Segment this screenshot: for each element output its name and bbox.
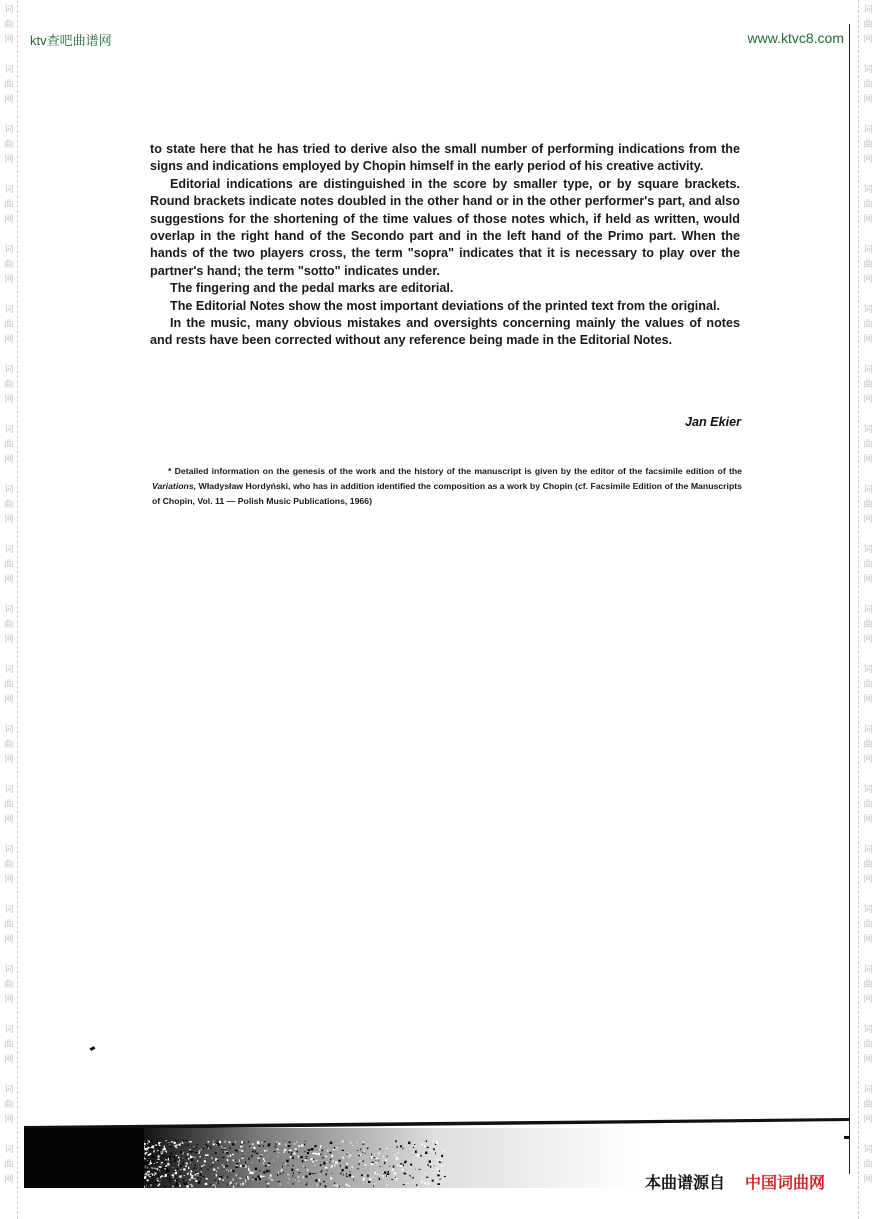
watermark-char: 网: [863, 694, 873, 704]
watermark-glyphs: [2, 182, 16, 227]
watermark-glyphs: [861, 842, 875, 887]
watermark-glyphs: [2, 542, 16, 587]
watermark-char: 词: [863, 904, 873, 914]
watermark-glyphs: [2, 1142, 16, 1187]
watermark-char: 曲: [863, 859, 873, 869]
watermark-char: 网: [4, 814, 14, 824]
watermark-char: 网: [4, 634, 14, 644]
watermark-char: 网: [863, 1114, 873, 1124]
watermark-char: 网: [863, 394, 873, 404]
header-site-right: www.ktvc8.com: [747, 30, 844, 46]
paragraph: Editorial indications are distinguished in the score by smaller type, or by square brackets. Round brackets indicate notes doubled in the other hand or in the other performer's part, and also suggestions for the shortening of the time values of those notes which, if held as written, would overlap in the right hand of the Secondo part and in the left hand of the Primo part. When the hands of the two players cross, the term "sopra" indicates that it is necessary to play over the partner's hand; the term "sotto" indicates under.: [150, 176, 740, 278]
watermark-char: 曲: [863, 1159, 873, 1169]
watermark-glyphs: [861, 2, 875, 47]
watermark-glyphs: [2, 782, 16, 827]
watermark-char: 词: [863, 544, 873, 554]
paragraph: to state here that he has tried to derive also the small number of performing indications from the signs and indications employed by Chopin himself in the early period of his creative activity.: [150, 142, 740, 174]
watermark-char: 词: [4, 124, 14, 134]
watermark-char: 网: [863, 1174, 873, 1184]
watermark-char: 词: [863, 424, 873, 434]
watermark-glyphs: [861, 722, 875, 767]
watermark-char: 曲: [4, 19, 14, 29]
watermark-char: 词: [863, 724, 873, 734]
watermark-char: 曲: [863, 139, 873, 149]
watermark-char: 曲: [863, 499, 873, 509]
watermark-char: 词: [4, 844, 14, 854]
watermark-char: 曲: [4, 919, 14, 929]
watermark-char: 曲: [863, 739, 873, 749]
watermark-char: 曲: [4, 199, 14, 209]
watermark-char: 词: [863, 1144, 873, 1154]
watermark-glyphs: [2, 662, 16, 707]
watermark-char: 网: [4, 994, 14, 1004]
watermark-char: 曲: [4, 1099, 14, 1109]
watermark-char: 词: [863, 604, 873, 614]
watermark-glyphs: [2, 842, 16, 887]
watermark-char: 网: [863, 454, 873, 464]
signature: Jan Ekier: [684, 415, 741, 429]
paragraph: In the music, many obvious mistakes and oversights concerning mainly the values of notes and rests have been corrected without any reference being made in the Editorial Notes.: [150, 316, 740, 348]
watermark-glyphs: [861, 1022, 875, 1067]
watermark-char: 网: [4, 154, 14, 164]
watermark-char: 网: [863, 334, 873, 344]
watermark-char: 词: [4, 244, 14, 254]
watermark-char: 曲: [4, 439, 14, 449]
watermark-char: 词: [4, 1084, 14, 1094]
watermark-glyphs: [861, 182, 875, 227]
watermark-glyphs: [2, 1082, 16, 1127]
watermark-char: 曲: [863, 319, 873, 329]
watermark-char: 网: [863, 814, 873, 824]
watermark-glyphs: [2, 242, 16, 287]
watermark-glyphs: [2, 422, 16, 467]
watermark-char: 网: [863, 214, 873, 224]
watermark-glyphs: [2, 122, 16, 167]
watermark-char: 网: [4, 394, 14, 404]
footnote-title: Variations,: [152, 480, 197, 491]
watermark-char: 词: [4, 964, 14, 974]
watermark-glyphs: [861, 302, 875, 347]
watermark-char: 词: [4, 904, 14, 914]
watermark-char: 网: [4, 214, 14, 224]
watermark-char: 网: [863, 514, 873, 524]
watermark-char: 网: [4, 574, 14, 584]
scan-speck: [90, 1046, 96, 1051]
watermark-char: 曲: [863, 79, 873, 89]
watermark-glyphs: [861, 542, 875, 587]
watermark-glyphs: [2, 722, 16, 767]
watermark-char: 曲: [863, 1099, 873, 1109]
watermark-glyphs: [2, 902, 16, 947]
watermark-char: 网: [4, 874, 14, 884]
watermark-glyphs: [2, 362, 16, 407]
watermark-glyphs: [2, 962, 16, 1007]
watermark-glyphs: [861, 602, 875, 647]
watermark-glyphs: [861, 362, 875, 407]
watermark-char: 网: [863, 934, 873, 944]
watermark-char: 词: [4, 664, 14, 674]
watermark-glyphs: [861, 962, 875, 1007]
watermark-char: 词: [863, 664, 873, 674]
watermark-char: 曲: [863, 19, 873, 29]
watermark-glyphs: [861, 422, 875, 467]
watermark-char: 曲: [4, 139, 14, 149]
watermark-glyphs: [2, 1022, 16, 1067]
watermark-char: 曲: [863, 259, 873, 269]
watermark-glyphs: [861, 482, 875, 527]
watermark-char: 网: [863, 574, 873, 584]
watermark-char: 词: [863, 844, 873, 854]
watermark-char: 词: [4, 364, 14, 374]
watermark-char: 曲: [863, 799, 873, 809]
watermark-char: 曲: [863, 379, 873, 389]
watermark-char: 曲: [863, 199, 873, 209]
watermark-char: 曲: [4, 679, 14, 689]
watermark-char: 曲: [863, 679, 873, 689]
watermark-char: 网: [4, 694, 14, 704]
watermark-char: 网: [863, 34, 873, 44]
watermark-glyphs: [2, 62, 16, 107]
watermark-char: 曲: [4, 79, 14, 89]
watermark-char: 曲: [4, 619, 14, 629]
watermark-char: 词: [4, 784, 14, 794]
watermark-char: 词: [4, 184, 14, 194]
watermark-char: 词: [863, 1024, 873, 1034]
watermark-glyphs: [861, 902, 875, 947]
watermark-char: 网: [863, 274, 873, 284]
watermark-char: 词: [863, 484, 873, 494]
watermark-char: 网: [863, 994, 873, 1004]
watermark-glyphs: [861, 782, 875, 827]
watermark-char: 词: [863, 1084, 873, 1094]
watermark-char: 曲: [863, 559, 873, 569]
watermark-char: 网: [4, 754, 14, 764]
watermark-char: 曲: [863, 919, 873, 929]
watermark-char: 曲: [4, 859, 14, 869]
watermark-char: 曲: [4, 799, 14, 809]
watermark-char: 词: [4, 604, 14, 614]
watermark-char: 网: [4, 274, 14, 284]
watermark-glyphs: [861, 1082, 875, 1127]
watermark-char: 词: [4, 484, 14, 494]
watermark-char: 词: [863, 784, 873, 794]
preface-body: [150, 141, 740, 350]
watermark-char: 词: [4, 1024, 14, 1034]
watermark-char: 曲: [4, 1159, 14, 1169]
page-frame-line: [849, 24, 850, 1174]
watermark-char: 词: [863, 4, 873, 14]
watermark-glyphs: [2, 602, 16, 647]
watermark-char: 曲: [4, 739, 14, 749]
watermark-char: 曲: [4, 1039, 14, 1049]
footnote-text: * Detailed information on the genesis of the work and the history of the manuscript is given by the editor of the facsimile edition of the Variations, Władysław Hordyński, who has in addition identified the composition as a work by Chopin (cf. Facsimile Edition of the Manuscripts of Chopin, Vol. 11 — Polish Music Publications, 1966): [152, 466, 742, 506]
watermark-char: 曲: [4, 559, 14, 569]
left-watermark-strip: [0, 0, 18, 1219]
footnote: [152, 464, 742, 508]
watermark-char: 曲: [863, 1039, 873, 1049]
watermark-char: 网: [4, 34, 14, 44]
watermark-glyphs: [861, 1142, 875, 1187]
watermark-char: 曲: [4, 499, 14, 509]
watermark-char: 曲: [4, 319, 14, 329]
watermark-char: 曲: [4, 259, 14, 269]
attribution-brand: 中国词曲网: [745, 1175, 826, 1192]
watermark-char: 网: [863, 154, 873, 164]
watermark-char: 词: [4, 4, 14, 14]
right-watermark-strip: [858, 0, 876, 1219]
header-site-left: ktv查吧曲谱网: [30, 33, 112, 48]
watermark-char: 词: [863, 304, 873, 314]
watermark-char: 词: [4, 544, 14, 554]
watermark-glyphs: [861, 122, 875, 167]
watermark-char: 网: [863, 634, 873, 644]
watermark-glyphs: [2, 302, 16, 347]
watermark-char: 词: [863, 124, 873, 134]
watermark-char: 词: [4, 1144, 14, 1154]
watermark-char: 网: [863, 874, 873, 884]
watermark-glyphs: [861, 242, 875, 287]
watermark-char: 词: [863, 64, 873, 74]
watermark-glyphs: [861, 62, 875, 107]
watermark-char: 词: [863, 364, 873, 374]
watermark-char: 网: [4, 1054, 14, 1064]
watermark-char: 曲: [4, 379, 14, 389]
watermark-char: 曲: [863, 439, 873, 449]
watermark-char: 词: [863, 964, 873, 974]
watermark-char: 网: [863, 1054, 873, 1064]
watermark-char: 词: [863, 244, 873, 254]
attribution-label: 本曲谱源自: [645, 1175, 726, 1192]
watermark-char: 词: [4, 424, 14, 434]
watermark-char: 网: [4, 454, 14, 464]
watermark-char: 网: [863, 754, 873, 764]
watermark-char: 网: [4, 334, 14, 344]
watermark-char: 曲: [863, 619, 873, 629]
paragraph: The Editorial Notes show the most important deviations of the printed text from the original.: [170, 298, 720, 313]
watermark-char: 网: [4, 1114, 14, 1124]
watermark-char: 词: [863, 184, 873, 194]
watermark-char: 词: [4, 64, 14, 74]
watermark-glyphs: [861, 662, 875, 707]
watermark-char: 网: [4, 1174, 14, 1184]
watermark-char: 网: [4, 934, 14, 944]
paragraph: The fingering and the pedal marks are editorial.: [170, 281, 454, 296]
watermark-char: 词: [4, 304, 14, 314]
watermark-char: 曲: [4, 979, 14, 989]
watermark-char: 网: [4, 94, 14, 104]
watermark-char: 网: [4, 514, 14, 524]
watermark-char: 曲: [863, 979, 873, 989]
attribution: [645, 1170, 825, 1193]
watermark-char: 词: [4, 724, 14, 734]
watermark-char: 网: [863, 94, 873, 104]
watermark-glyphs: [2, 2, 16, 47]
watermark-glyphs: [2, 482, 16, 527]
